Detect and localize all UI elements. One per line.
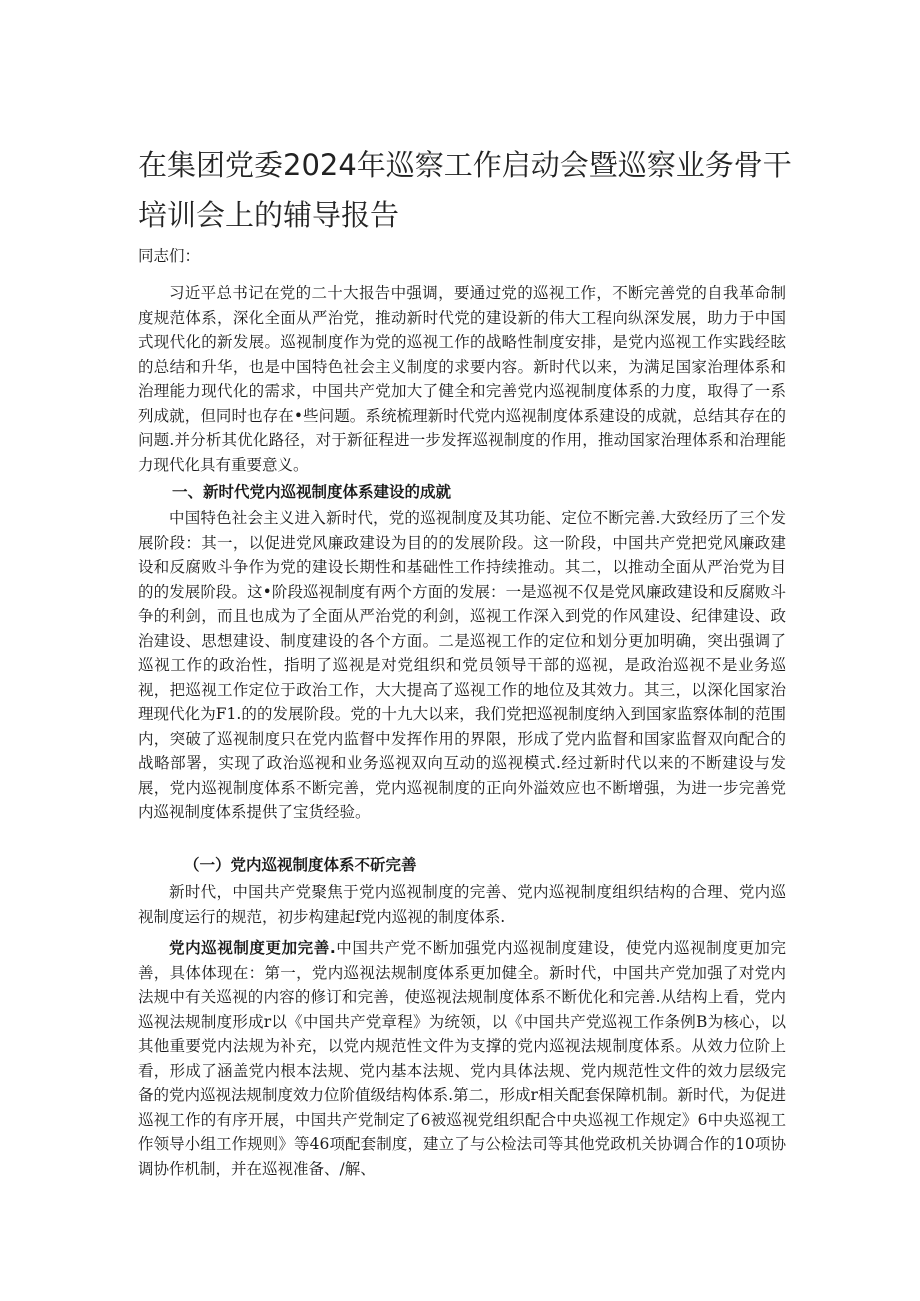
subsection-1-paragraph: 新时代，中国共产党聚焦于党内巡视制度的完善、党内巡视制度组织结构的合理、党内巡视制度运行的规范，初步构建起f党内巡视的制度体系. (138, 883, 786, 926)
section-1-paragraph: 中国特色社会主义进入新时代，党的巡视制度及其功能、定位不断完善.大致经历了三个发展阶段：其一，以促进党风廉政建设为目的的发展阶段。这一阶段，中国共产党把党风廉政建设和反腐败斗争作为党的建设长期性和基础性工作持续推动。其二，以推动全面从严治党为目的的发展阶段。这•阶段巡视制度有两个方面的发展：一是巡视不仅是党风廉政建设和反腐败斗争的利剑，而且也成为了全面从严治党的利剑，巡视工作深入到党的作风建设、纪律建设、政治建设、思想建设、制度建设的各个方面。二是巡视工作的定位和划分更加明确，突出强调了巡视工作的政治性，指明了巡视是对党组织和党员领导干部的巡视，是政治巡视不是业务巡视，把巡视工作定位于政治工作，大大提高了巡视工作的地位及其效力。其三，以深化国家治理现代化为F1.的的发展阶段。党的十九大以来，我们党把巡视制度纳入到国家监察体制的范围内，突破了巡视制度只在党内监督中发挥作用的界限，形成了党内监督和国家监督双向配合的战略部署，实现了政治巡视和业务巡视双向互动的巡视模式.经过新时代以来的不断建设与发展，党内巡视制度体系不断完善，党内巡视制度的正向外溢效应也不断增强，为进一步完善党内巡视制度体系提供了宝货经验。 (138, 509, 786, 821)
paragraph-body: 中国共产党不断加强党内巡视制度建设，使党内巡视制度更加完善，具体体现在：第一，党内巡视法规制度体系更加健全。新时代，中国共产党加强了对党内法规中有关巡视的内容的修订和完善，使巡视法规制度体系不断优化和完善.从结构上看，党内巡视法规制度形成r以《中国共产党章程》为统领，以《中国共产党巡视工作条例B为核心，以其他重要党内法规为补充，以党内规范性文件为支撑的党内巡视法规制度体系。从效力位阶上看，形成了涵盖党内根本法规、党内基本法规、党内具体法规、党内规范性文件的效力层级完备的党内巡视法规制度效力位阶值级结构体系.第二，形成r相关配套保障机制。新时代，为促进巡视工作的有序开展，中国共产党制定了6被巡视党组织配合中央巡视工作规定》6中央巡视工作领导小组工作规则》等46项配套制度，建立了与公检法司等其他党政机关协调合作的10项协调协作机制，并在巡视准备、/解、 (138, 939, 786, 1178)
document-title: 在集团党委2024年巡察工作启动会暨巡察业务骨干培训会上的辅导报告 (138, 148, 792, 232)
intro-paragraph: 习近平总书记在党的二十大报告中强调，要通过党的巡视工作，不断完善党的自我革命制度规范体系，深化全面从严治党，推动新时代党的建设新的伟大工程向纵深发展，助力于中国式现代化的新发展。巡视制度作为党的巡视工作的战略性制度安排，是党内巡视工作实践经眩的总结和升华，也是中国特色社会主义制度的求要内容。新时代以来，为满足国家治理体系和治理能力现代化的需求，中国共产党加大了健全和完善党内巡视制度体系的力度，取得了一系列成就，但同时也存在•些问题。系统梳理新时代党内巡视制度体系建设的成就，总结其存在的问题.并分析其优化路径，对于新征程进一步发挥巡视制度的作用，推动国家治理体系和治理能力现代化具有重要意义。 (138, 284, 786, 474)
paragraph-lead: 党内巡视制度更加完善. (169, 939, 336, 957)
detail-paragraph (138, 936, 786, 1181)
section-heading-1: 一、新时代党内巡视制度体系建设的成就 (172, 483, 452, 501)
salutation: 同志们： (138, 247, 201, 265)
subsection-heading-1: （一）党内巡视制度体系不斫完善 (184, 856, 417, 874)
